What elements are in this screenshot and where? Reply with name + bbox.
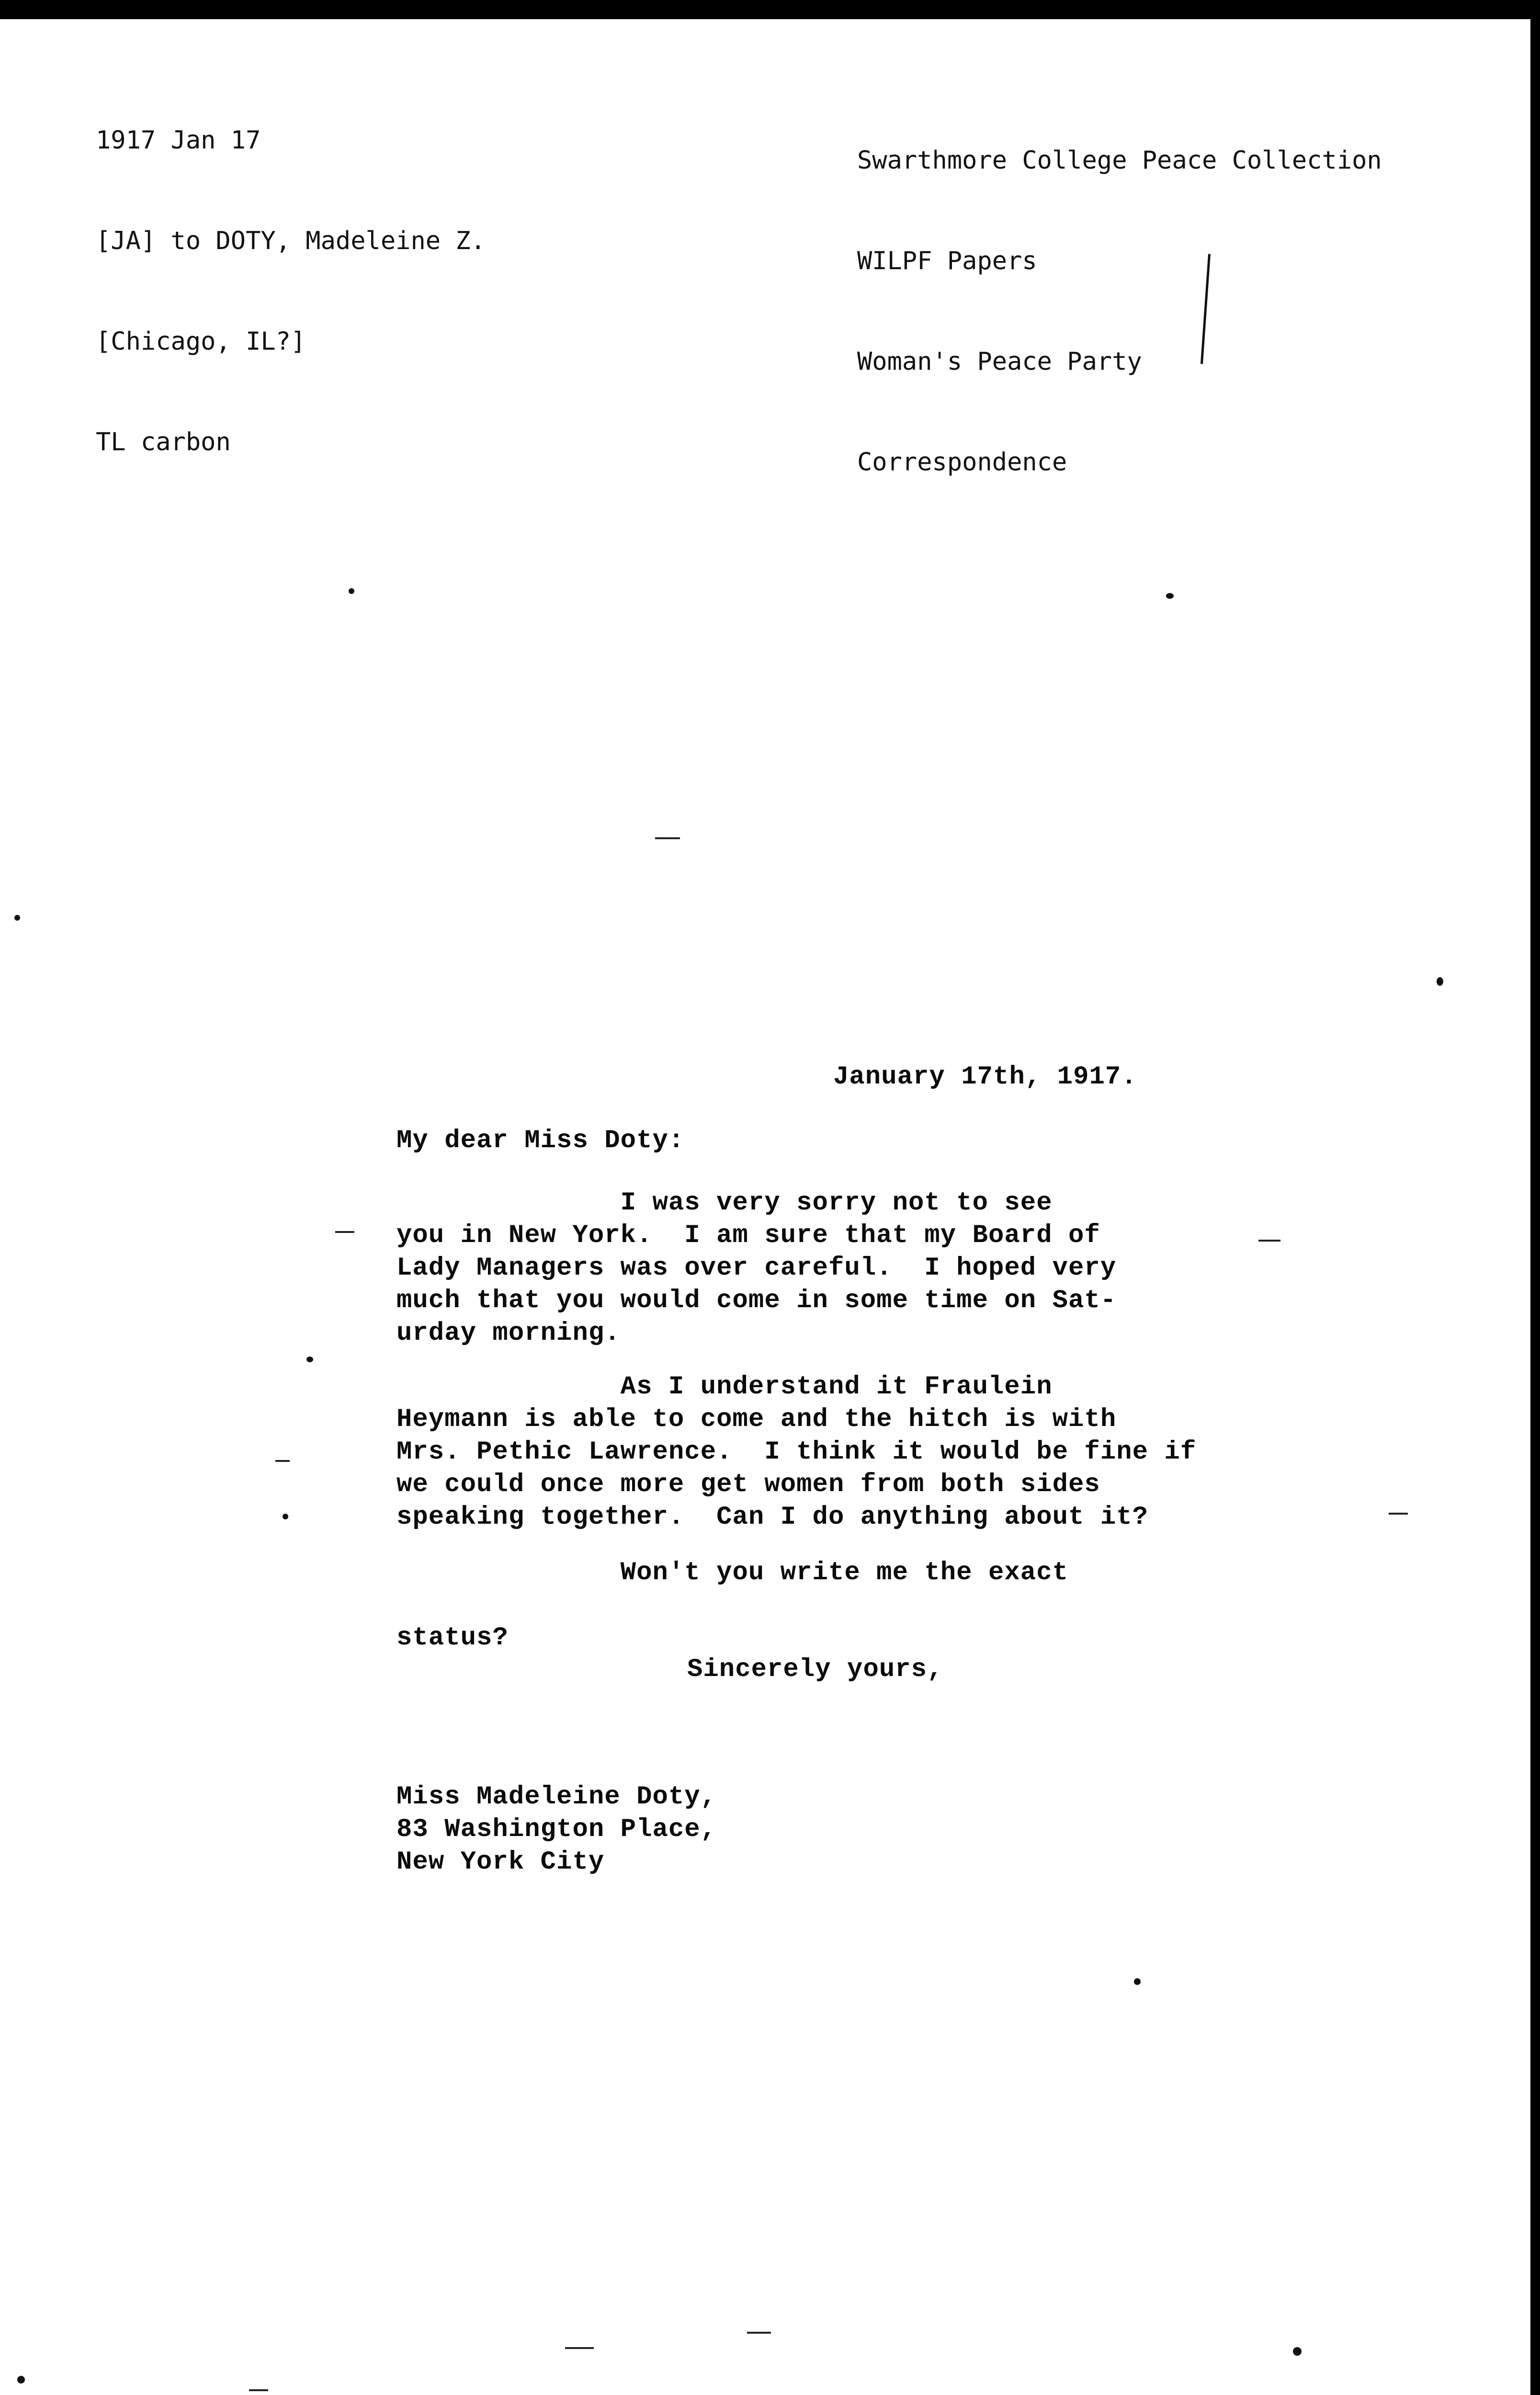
- scan-speck: [14, 915, 20, 921]
- scan-speck: [1134, 1978, 1141, 1985]
- scan-speck: [1437, 977, 1443, 986]
- meta-line: [Chicago, IL?]: [96, 327, 306, 356]
- collection-line: WILPF Papers: [857, 247, 1037, 275]
- collection-line: Swarthmore College Peace Collection: [857, 146, 1382, 175]
- scan-border-right: [1530, 0, 1540, 2395]
- scan-speck: [275, 1460, 290, 1462]
- scan-speck: [1293, 2347, 1302, 2356]
- meta-line: TL carbon: [96, 428, 231, 456]
- meta-line: 1917 Jan 17: [96, 126, 261, 155]
- scan-speck: [1258, 1240, 1280, 1242]
- letter-paragraph: I was very sorry not to see you in New York. I am sure that my Board of Lady Managers was over careful. I hoped very much that you would come in some time on Sat- urday morning.: [396, 1188, 1117, 1348]
- letter-closing: Sincerely yours,: [687, 1655, 943, 1684]
- scan-speck: [1389, 1513, 1408, 1515]
- recipient-address: Miss Madeleine Doty, 83 Washington Place, New York City: [396, 1782, 717, 1877]
- scan-speck: [349, 588, 354, 594]
- scan-speck: [283, 1514, 288, 1519]
- scan-speck: [249, 2389, 268, 2391]
- collection-line: Correspondence: [857, 448, 1067, 477]
- scan-speck: [306, 1357, 313, 1362]
- letter-paragraph: Won't you write me the exact status?: [396, 1558, 1069, 1653]
- meta-line: [JA] to DOTY, Madeleine Z.: [96, 227, 486, 255]
- catalog-metadata-left: [96, 57, 486, 526]
- scan-speck: [335, 1231, 354, 1233]
- scan-speck: [565, 2347, 594, 2349]
- letter-date: January 17th, 1917.: [833, 1062, 1137, 1092]
- scan-noise-band: [0, 2388, 1540, 2395]
- letter-salutation: My dear Miss Doty:: [396, 1126, 685, 1155]
- scan-speck: [747, 2332, 771, 2334]
- letter-paragraph: As I understand it Fraulein Heymann is able to come and the hitch is with Mrs. Pethic Lawrence. I think it would be fine if we could once more get women from both sides speaking together. Can I do anything about it?: [396, 1372, 1197, 1532]
- scan-speck: [17, 2376, 25, 2384]
- scan-speck: [655, 837, 680, 839]
- scan-border-top: [0, 0, 1540, 19]
- catalog-metadata-right: [857, 77, 1382, 546]
- collection-line: Woman's Peace Party: [857, 347, 1142, 376]
- scan-speck: [1166, 593, 1174, 599]
